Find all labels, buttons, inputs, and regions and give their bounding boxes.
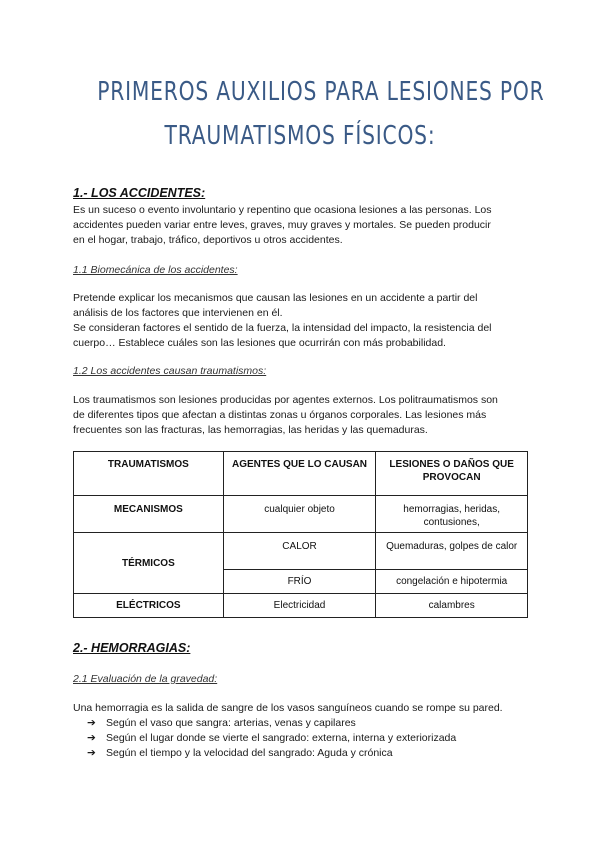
table-cell-injury: hemorragias, heridas, contusiones,	[376, 496, 528, 533]
paragraph-line: accidentes pueden variar entre leves, graves, muy graves y mortales. Se pueden producir	[73, 219, 491, 231]
subheading-traumatismos: 1.2 Los accidentes causan traumatismos:	[73, 365, 267, 377]
table-cell-agent: cualquier objeto	[223, 496, 376, 533]
page-title	[97, 70, 545, 158]
arrow-right-icon: ➔	[87, 732, 96, 744]
paragraph-line: Es un suceso o evento involuntario y repentino que ocasiona lesiones a las personas. Los	[73, 204, 492, 216]
table-header-cell: AGENTES QUE LO CAUSAN	[223, 452, 376, 496]
paragraph-line: análisis de los factores que intervienen en él.	[73, 307, 283, 319]
list-item	[87, 746, 547, 761]
traumatismos-text	[73, 393, 533, 438]
table-row	[74, 533, 528, 570]
table-cell-injury: calambres	[376, 594, 528, 618]
paragraph-line: frecuentes son las fracturas, las hemorragias, las heridas y las quemaduras.	[73, 424, 428, 436]
table-cell-type: ELÉCTRICOS	[74, 594, 224, 618]
table-row	[74, 594, 528, 618]
table-header-cell: TRAUMATISMOS	[74, 452, 224, 496]
paragraph-line: Se consideran factores el sentido de la fuerza, la intensidad del impacto, la resistencia del	[73, 322, 492, 334]
table-cell-agent: FRÍO	[223, 570, 376, 594]
table-cell-agent: CALOR	[223, 533, 376, 570]
list-item	[87, 731, 547, 746]
list-item-text: Según el tiempo y la velocidad del sangrado: Aguda y crónica	[106, 747, 393, 759]
subheading-biomecanica: 1.1 Biomecánica de los accidentes:	[73, 264, 238, 276]
paragraph-line: Pretende explicar los mecanismos que causan las lesiones en un accidente a partir del	[73, 292, 478, 304]
accidentes-intro	[73, 203, 533, 248]
list-item-text: Según el lugar donde se vierte el sangrado: externa, interna y exteriorizada	[106, 732, 457, 744]
table-cell-type: MECANISMOS	[74, 496, 224, 533]
biomecanica-text	[73, 291, 533, 351]
paragraph-line: Los traumatismos son lesiones producidas por agentes externos. Los politraumatismos son	[73, 394, 498, 406]
list-item	[87, 716, 547, 731]
paragraph-line: cuerpo… Establece cuáles son las lesiones que ocurrirán con más probabilidad.	[73, 337, 446, 349]
table-cell-injury: Quemaduras, golpes de calor	[376, 533, 528, 570]
hemorragia-definition	[73, 701, 533, 716]
arrow-right-icon: ➔	[87, 717, 96, 729]
table-cell-injury: congelación e hipotermia	[376, 570, 528, 594]
list-item-text: Según el vaso que sangra: arterias, venas y capilares	[106, 717, 356, 729]
table-cell-agent: Electricidad	[223, 594, 376, 618]
section-heading-accidentes: 1.- LOS ACCIDENTES:	[73, 186, 206, 200]
gravedad-bullet-list	[87, 716, 547, 761]
arrow-right-icon: ➔	[87, 747, 96, 759]
page-title-line-1: PRIMEROS AUXILIOS PARA LESIONES POR	[97, 77, 545, 107]
section-heading-hemorragias: 2.- HEMORRAGIAS:	[73, 641, 191, 655]
table-row	[74, 496, 528, 533]
paragraph-line: Una hemorragia es la salida de sangre de los vasos sanguíneos cuando se rompe su pared.	[73, 702, 503, 714]
subheading-gravedad: 2.1 Evaluación de la gravedad:	[73, 673, 218, 685]
table-header-cell: LESIONES O DAÑOS QUE PROVOCAN	[376, 452, 528, 496]
page-title-line-2: TRAUMATISMOS FÍSICOS:	[164, 121, 436, 151]
paragraph-line: de diferentes tipos que afectan a distintas zonas u órganos corporales. Las lesiones más	[73, 409, 487, 421]
paragraph-line: en el hogar, trabajo, tráfico, deportivos u otros accidentes.	[73, 234, 343, 246]
traumatismos-table	[73, 451, 528, 618]
table-header-row	[74, 452, 528, 496]
table-cell-type: TÉRMICOS	[74, 533, 224, 594]
